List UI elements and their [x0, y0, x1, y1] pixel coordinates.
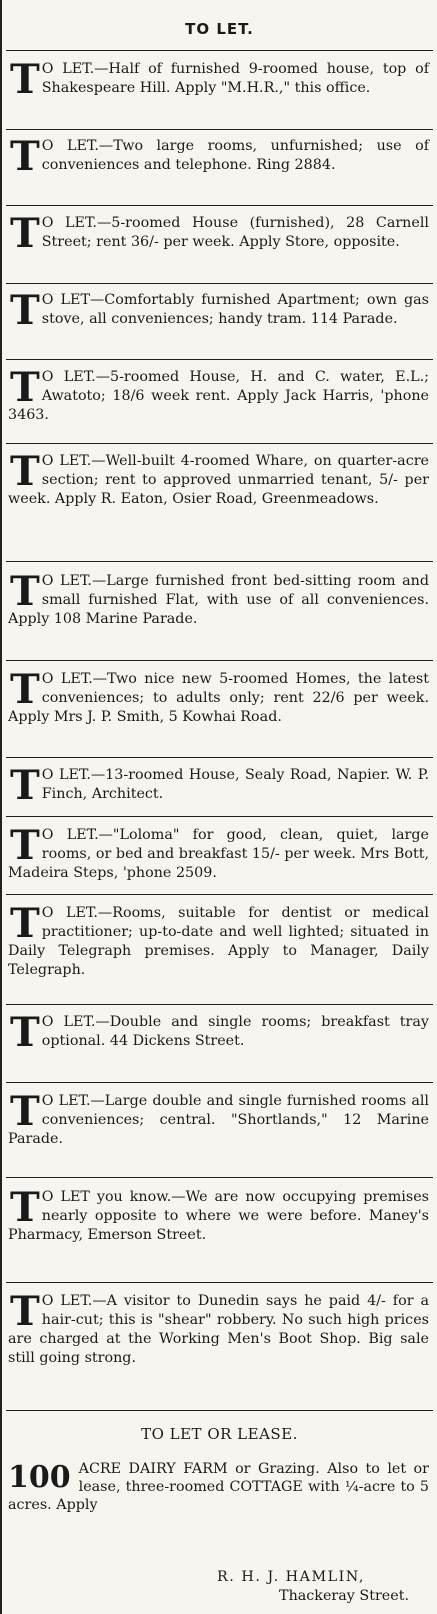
ad-listing	[8, 56, 429, 103]
ad-text: O LET.—Large double and single furnished rooms all conveniences; central. "Shortlands," 12 Marine Parade.	[8, 1093, 429, 1147]
ad-text: O LET—Comfortably furnished Apartment; own gas stove, all conveniences; handy tram. 114 Parade.	[41, 292, 429, 327]
drop-initial: T	[10, 448, 40, 495]
ad-listing	[8, 1088, 429, 1149]
drop-initial: T	[10, 210, 40, 257]
ad-listing	[8, 133, 429, 180]
divider	[6, 443, 433, 444]
drop-initial: T	[10, 822, 40, 869]
ad-listing	[8, 210, 429, 257]
divider	[6, 50, 433, 51]
ad-text: O LET.—Half of furnished 9-roomed house, top of Shakespeare Hill. Apply "M.H.R.," this office.	[41, 61, 429, 96]
ad-text: O LET you know.—We are now occupying premises nearly opposite to where we were before. Maney's Pharmacy, Emerson Street.	[8, 1189, 429, 1243]
drop-initial: T	[10, 56, 40, 103]
divider	[6, 1082, 433, 1083]
signature-address: Thackeray Street.	[279, 1588, 409, 1604]
lease-number: 100	[8, 1460, 71, 1495]
ad-listing	[8, 822, 429, 883]
ad-text: O LET.—5-roomed House (furnished), 28 Carnell Street; rent 36/- per week. Apply Store, opposite.	[41, 215, 429, 250]
lease-section-title: TO LET OR LEASE.	[141, 1425, 298, 1443]
ad-listing	[8, 568, 429, 629]
ad-text: O LET.—"Loloma" for good, clean, quiet, large rooms, or bed and breakfast 15/- per week. Mrs Bott, Madeira Steps, 'phone 2509.	[8, 827, 429, 881]
ad-listing	[8, 1184, 429, 1245]
ad-text: O LET.—A visitor to Dunedin says he paid 4/- for a hair-cut; this is "shear" robbery. No such high prices are charged at the Working Men's Boot Shop. Big sale still going strong.	[8, 1293, 429, 1366]
ad-listing	[8, 762, 429, 809]
ad-text: O LET.—Two large rooms, unfurnished; use of conveniences and telephone. Ring 2884.	[41, 138, 429, 173]
ad-listing	[8, 1288, 429, 1368]
lease-listing	[8, 1460, 429, 1514]
lease-signature	[217, 1568, 409, 1606]
drop-initial: T	[10, 900, 40, 947]
ad-listing	[8, 364, 429, 425]
ad-text: O LET.—Rooms, suitable for dentist or medical practitioner; up-to-date and well lighted; situated in Daily Telegraph premises. Apply to Manager, Daily Telegraph.	[8, 905, 429, 978]
divider	[6, 129, 433, 130]
ad-text: O LET.—Two nice new 5-roomed Homes, the latest conveniences; to adults only; rent 22/6 per week. Apply Mrs J. P. Smith, 5 Kowhai Road.	[8, 671, 429, 725]
drop-initial: T	[10, 287, 40, 334]
drop-initial: T	[10, 1288, 40, 1335]
drop-initial: T	[10, 364, 40, 411]
divider	[6, 561, 433, 562]
drop-initial: T	[10, 568, 40, 615]
signature-name: R. H. J. HAMLIN,	[217, 1569, 365, 1585]
ad-text: O LET.—Large furnished front bed-sitting room and small furnished Flat, with use of all conveniences. Apply 108 Marine Parade.	[8, 573, 429, 627]
divider	[6, 359, 433, 360]
divider	[6, 1282, 433, 1283]
ad-text: O LET.—Double and single rooms; breakfast tray optional. 44 Dickens Street.	[41, 1014, 429, 1049]
section-title: TO LET.	[185, 20, 254, 38]
lease-text: ACRE DAIRY FARM or Grazing. Also to let or lease, three-roomed COTTAGE with ¼-acre to 5 acres. Apply	[8, 1461, 429, 1513]
divider	[6, 205, 433, 206]
divider	[6, 1410, 433, 1411]
ad-listing	[8, 448, 429, 509]
drop-initial: T	[10, 762, 40, 809]
drop-initial: T	[10, 1088, 40, 1135]
ad-listing	[8, 287, 429, 334]
divider	[6, 757, 433, 758]
drop-initial: T	[10, 1184, 40, 1231]
divider	[6, 1004, 433, 1005]
divider	[6, 660, 433, 661]
drop-initial: T	[10, 666, 40, 713]
ad-listing	[8, 666, 429, 727]
ad-text: O LET.—13-roomed House, Sealy Road, Napier. W. P. Finch, Architect.	[41, 767, 429, 802]
ad-listing	[8, 900, 429, 980]
divider	[6, 816, 433, 817]
divider	[6, 1177, 433, 1178]
drop-initial: T	[10, 1009, 40, 1056]
ad-text: O LET.—5-roomed House, H. and C. water, E.L.; Awatoto; 18/6 week rent. Apply Jack Harris, 'phone 3463.	[8, 369, 429, 423]
divider	[6, 283, 433, 284]
ad-listing	[8, 1009, 429, 1056]
ad-text: O LET.—Well-built 4-roomed Whare, on quarter-acre section; rent to approved unmarried tenant, 5/- per week. Apply R. Eaton, Osier Road, Greenmeadows.	[8, 453, 429, 507]
drop-initial: T	[10, 133, 40, 180]
divider	[6, 894, 433, 895]
